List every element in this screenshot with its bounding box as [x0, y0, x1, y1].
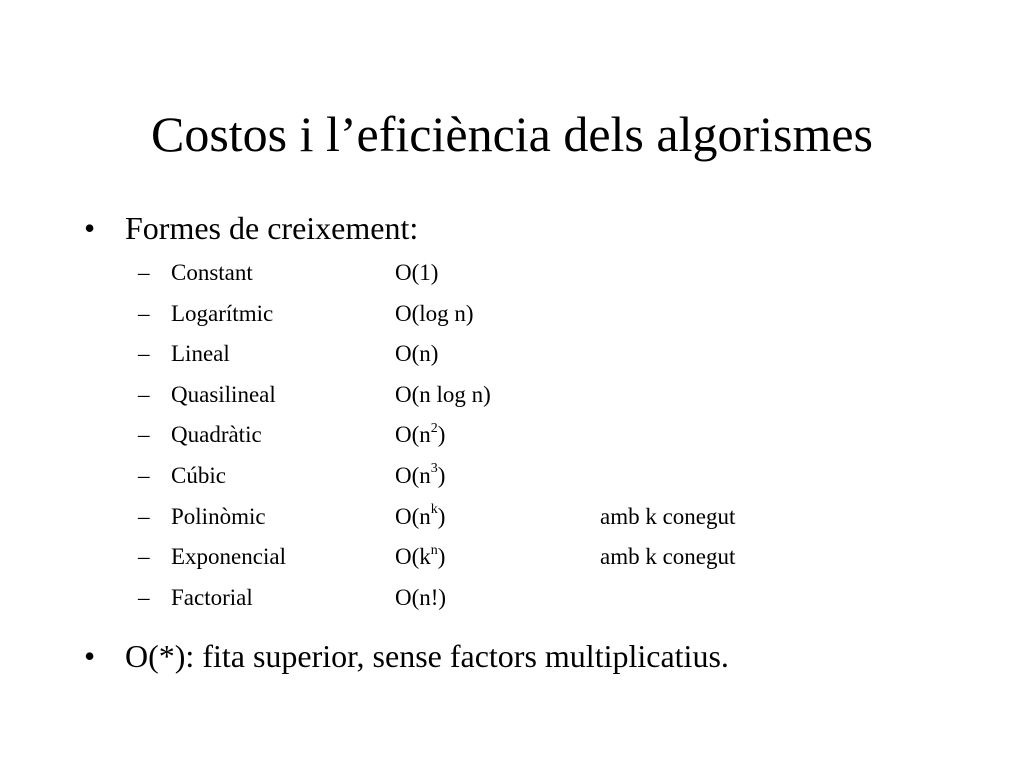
- growth-form-name: Constant: [171, 260, 253, 285]
- growth-form-item: [0, 380, 1024, 421]
- growth-form-name: Cúbic: [171, 462, 226, 488]
- growth-form-complexity: $O(n^3)$: [395, 461, 446, 488]
- growth-form-name: Quasilineal: [171, 381, 276, 407]
- growth-form-note: amb k conegut: [600, 544, 736, 570]
- dash-icon: –: [138, 544, 150, 570]
- growth-form-complexity: O(n log n): [395, 381, 491, 407]
- dash-icon: –: [138, 503, 150, 529]
- growth-form-item: [0, 461, 1024, 502]
- growth-form-name: Quadràtic: [171, 422, 262, 448]
- growth-form-name: Polinòmic: [171, 503, 266, 529]
- growth-form-complexity: O(log n): [395, 300, 474, 326]
- growth-form-complexity: O(n): [395, 341, 439, 367]
- growth-form-item: [0, 502, 1024, 543]
- bullet-icon: •: [84, 210, 96, 246]
- dash-icon: –: [138, 341, 150, 367]
- growth-form-name: Logarítmic: [171, 300, 274, 326]
- growth-form-complexity: O(n!): [395, 584, 447, 610]
- growth-form-item: [0, 339, 1024, 380]
- growth-form-item: [0, 583, 1024, 624]
- bullet-text: Formes de creixement:: [125, 210, 419, 246]
- slide-title: Costos i l’eficiència dels algorismes: [150, 106, 874, 162]
- dash-icon: –: [138, 260, 150, 285]
- growth-form-item: [0, 542, 1024, 583]
- growth-form-name: Exponencial: [171, 544, 286, 570]
- growth-form-note: amb k conegut: [600, 503, 736, 529]
- growth-forms-list: [0, 258, 1024, 623]
- growth-form-item: [0, 258, 1024, 299]
- growth-form-item: [0, 299, 1024, 340]
- dash-icon: –: [138, 381, 150, 407]
- growth-form-complexity: $O(n^k)$: [395, 501, 446, 529]
- dash-icon: –: [138, 300, 150, 326]
- dash-icon: –: [138, 462, 150, 488]
- bullet-text: O(*): fita superior, sense factors multiplicatius.: [125, 638, 729, 674]
- growth-form-name: Factorial: [171, 584, 253, 610]
- growth-form-complexity: $O(n^2)$: [395, 420, 446, 448]
- growth-form-complexity: $O(k^n)$: [395, 542, 446, 570]
- bullet-icon: •: [84, 638, 96, 674]
- growth-form-item: [0, 420, 1024, 461]
- growth-form-name: Lineal: [171, 341, 230, 367]
- dash-icon: –: [138, 422, 150, 448]
- dash-icon: –: [138, 584, 150, 610]
- growth-form-complexity: O(1): [395, 260, 439, 285]
